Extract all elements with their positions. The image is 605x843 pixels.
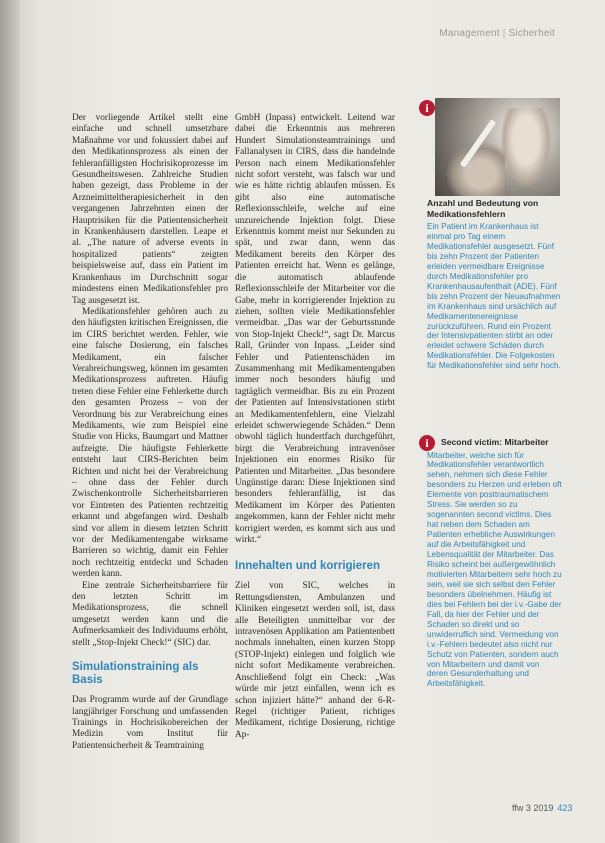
subheading: Innehalten und korrigieren (235, 560, 381, 573)
info-box-title: Second victim: Mitarbeiter (441, 437, 549, 447)
text-column-middle (235, 113, 395, 741)
info-icon: i (419, 435, 435, 451)
page-footer (512, 803, 572, 813)
paragraph: Ziel von SIC, welches in Rettungsdiensten, Ambulanzen und Kliniken eingesetzt werden soll, ist, dass alle Beteiligten unmittelbar vor der intravenösen Applikation am Patientenbett nochmals innehalten, einen kurzen Stopp (STOP-Injekt) einlegen und folglich wie nicht sofort Medikamente verabreichen. Anschließend folgt ein Check: „Was würde mir jetzt einfallen, wenn ich es schon injiziert hätte?“ anhand der 6-R-Regel (richtiger Patient, richtiges Medikament, richtige Dosierung, richtige Ap- (235, 581, 395, 740)
info-box-text: Mitarbeiter, welche sich für Medikationsfehler verantwortlich sehen, nehmen sich diese Fehler besonders zu Herzen und erleben oft Elemente von posttraumatischem Stress. Sie werden so zu sogenannten second victims. Dies hat neben dem Schaden am Patienten erhebliche Auswirkungen auf die Arbeitsfähigkeit und Lebensqualität der Mitarbeiter. Das Risiko scheint bei außergewöhnlich motivierten Mitarbeitern sehr hoch zu sein, weil sie sich selbst den Fehler besonders übelnehmen. Häufig ist dies bei Fehlern bei der i.v.-Gabe der Fall, da hier der Fehler und der Schaden so direkt und so unwiderruflich sind. Vermeidung von i.v.-Fehlern bedeutet also nicht nur Schutz von Patienten, sondern auch von Mitarbeitern und damit von deren Gesunderhaltung und Arbeitsfähigkeit. (427, 450, 562, 689)
text-column-left (72, 113, 228, 752)
subheading: Simulationstraining als Basis (72, 661, 199, 687)
info-icon: i (419, 100, 435, 116)
page-spine-shadow (0, 0, 20, 843)
paragraph: Das Programm wurde auf der Grundlage langjähriger Forschung und umfassenden Trainings in Hochrisikobereichen der Medizin vom Institut für Patientensicherheit & Teamtraining (72, 695, 228, 751)
info-box-second-victim (427, 437, 562, 689)
paragraph: Medikationsfehler gehören auch zu den häufigsten kritischen Ereignissen, die im CIRS berichtet werden. Fehler, wie eine falsche Dosierung, ein falsches Medikament, ein falscher Verabreichungsweg, können im gesamten Medikationsprozess auftreten. Häufig treten diese Fehler eine Fehlerkette durch den gesamten Prozess – von der Verordnung bis zur Verabreichung eines Medikaments, wie zum Beispiel eine Studie von Hicks, Baumgart und Mattner aufzeigte. Die häufigste Fehlerkette entsteht laut CIRS-Berichten beim Richten und nicht bei der Verabreichung – ohne dass der Fehler durch Zwischenkontrolle Sicherheitsbarrieren vor Eintreten des Patienten rechtzeitig erkannt und abgefangen wird. Deshalb sind vor allem in diesem letzten Schritt vor der Medikamentengabe wirksame Barrieren so wichtig, damit ein Fehler noch rechtzeitig entdeckt und Schaden werden kann. (72, 306, 228, 580)
paragraph: Der vorliegende Artikel stellt eine einfache und schnell umsetzbare Maßnahme vor und fokussiert dabei auf den Medikationsprozess als einen der fehleranfälligsten Hochrisikoprozesse im Gesundheitswesen. Zahlreiche Studien haben gezeigt, dass Probleme in der Arzneimitteltherapiesicherheit in den vergangenen Jahrzehnten einen der Hauptrisiken für die Patientensicherheit in Krankenhäusern darstellen. Leape et al. „The nature of adverse events in hospitalized patients“ zeigten beispielsweise auf, dass ein Patient im Krankenhaus im Durchschnitt sogar mindestens einen Medikationsfehler pro Tag ausgesetzt ist. (72, 113, 228, 306)
injection-photo (435, 98, 560, 196)
running-head-separator: | (502, 28, 506, 39)
issue-label: ffw 3 2019 (512, 803, 554, 813)
page-number: 423 (557, 803, 573, 813)
running-head (439, 28, 555, 39)
info-box-medication-errors (427, 198, 562, 371)
info-box-title: Anzahl und Bedeutung von Medikationsfehlern (427, 198, 539, 219)
photo-face (500, 108, 552, 188)
paragraph: Eine zentrale Sicherheitsbarriere für den letzten Schritt im Medikationsprozess, die schnell umgesetzt werden kann und die Aufmerksamkeit des Individuums erhöht, stellt „Stop-Injekt Check!“ (SIC) dar. (72, 580, 228, 648)
paragraph: GmbH (Inpass) entwickelt. Leitend war dabei die Erkenntnis aus mehreren Hundert Simulationsteamtrainings und Fallanalysen in CIRS, dass die handelnde Person nach einem Medikationsfehler nicht sofort versteht, was falsch war und wie es hätte richtig ablaufen müssen. Es gibt also eine automatische Reflexionsschleife, welche auf eine unzureichende Injektion folgt. Diese Erkenntnis kommt meist nur Sekunden zu spät, und zwar dann, wenn das Medikament bereits den Körper des Patienten erreicht hat. Wenn es gelänge, die automatisch ablaufende Reflexionsschleife der Mitarbeiter vor die Gabe, mehr in korrigierender Injektion zu ziehen, sollten viele Medikationsfehler vermeidbar. „Das war der Geburtsstunde von Stop-Injekt Check!“, sagt Dr. Marcus Rall, Gründer von Inpass. „Leider sind Fehler und Patientenschäden im Zusammenhang mit Medikamentengaben immer noch besonders häufig und tagtäglich vermeidbar. Bis zu ein Prozent der Patienten auf Intensivstationen stirbt an Medikamentenfehlern, eine Vielzahl erleidet schwerwiegende Schäden.“ Denn obwohl täglich hundertfach durchgeführt, birgt die Verabreichung intravenöser Injektionen ein enormes Risiko für Patienten und Mitarbeiter. „Das besondere Ungünstige daran: Diese Injektionen sind besonders fehleranfällig, ist das Medikament im Körper des Patienten angekommen, kann der Fehler nicht mehr korrigiert werden, es kommt sich aus und wirkt.“ (235, 113, 395, 546)
running-head-subsection: Sicherheit (508, 28, 555, 39)
info-box-text: Ein Patient im Krankenhaus ist einmal pro Tag einem Medikationsfehler ausgesetzt. Fünf bis zehn Prozent der Patienten erleiden vermeidbare Ereignisse durch Medikationsfehler pro Krankenhausaufenthalt (ADE). Fünf bis zehn Prozent der Neuaufnahmen im Krankenhaus sind ursächlich auf Medikamentenereignisse zurückzuführen. Rund ein Prozent der Intensivpatienten stirbt an oder erleidet schwere Schäden durch Medikationsfehler. Die Folgekosten für Medikationsfehler sind sehr hoch. (427, 222, 561, 371)
running-head-section: Management (439, 28, 500, 39)
